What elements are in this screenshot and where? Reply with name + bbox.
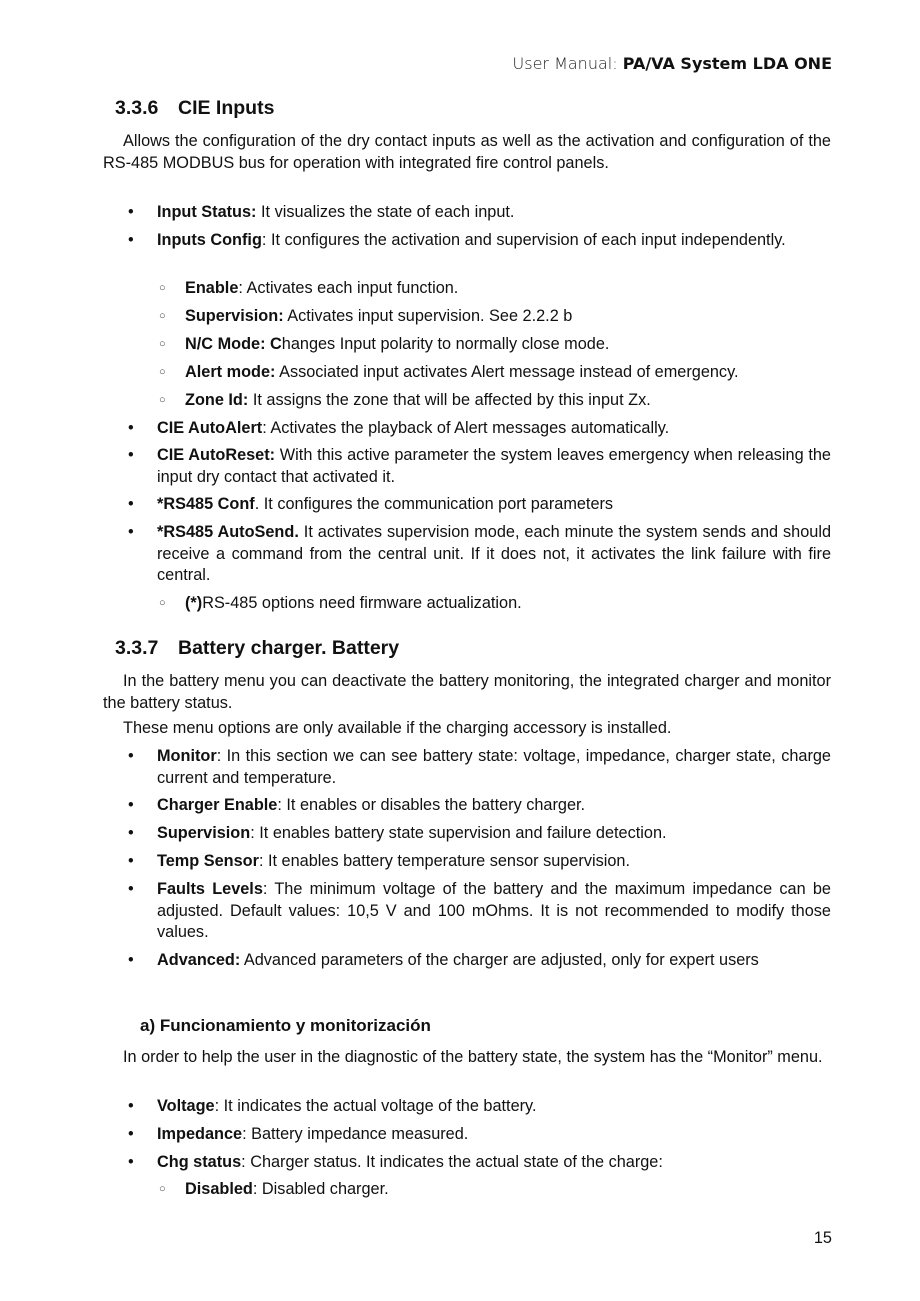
list-item: • CIE AutoReset: With this active parameter the system leaves emergency when releasing the input dry contact that activated it. <box>157 445 831 488</box>
list-item: • Chg status: Charger status. It indicates the actual state of the charge: <box>157 1152 831 1174</box>
list-item: • Impedance: Battery impedance measured. <box>157 1124 831 1146</box>
sub-list-item: ○ N/C Mode: Changes Input polarity to normally close mode. <box>185 334 831 356</box>
list-item: • Temp Sensor: It enables battery temperature sensor supervision. <box>157 851 831 873</box>
list-item: • Advanced: Advanced parameters of the charger are adjusted, only for expert users <box>157 950 831 972</box>
page-number: 15 <box>813 1229 832 1247</box>
sub-list-item: ○ Disabled: Disabled charger. <box>185 1179 831 1201</box>
paragraph: These menu options are only available if the charging accessory is installed. <box>123 719 672 737</box>
list-item: • CIE AutoAlert: Activates the playback of Alert messages automatically. <box>157 418 831 440</box>
paragraph: In order to help the user in the diagnostic of the battery state, the system has the “Monitor” menu. <box>123 1048 823 1066</box>
list-item: • Voltage: It indicates the actual voltage of the battery. <box>157 1096 831 1118</box>
sub-list-item: ○ (*)RS-485 options need firmware actualization. <box>185 593 831 615</box>
list-item: • Faults Levels: The minimum voltage of the battery and the maximum impedance can be adjusted. Default values: 10,5 V and 100 mOhms. It is not recommended to modify those values. <box>157 879 831 944</box>
paragraph: In the battery menu you can deactivate the battery monitoring, the integrated charger and monitor the battery status. <box>103 672 831 712</box>
section-heading-3-3-6: 3.3.6 CIE Inputs <box>115 97 275 119</box>
sub-list-item: ○ Alert mode: Associated input activates Alert message instead of emergency. <box>185 362 831 384</box>
running-header: User Manual: PA/VA System LDA ONE <box>512 54 832 73</box>
paragraph: Allows the configuration of the dry contact inputs as well as the activation and configuration of the RS-485 MODBUS bus for operation with integrated fire control panels. <box>103 132 831 172</box>
list-item: • Supervision: It enables battery state supervision and failure detection. <box>157 823 831 845</box>
section-heading-3-3-7: 3.3.7 Battery charger. Battery <box>115 637 400 659</box>
sub-list-item: ○ Zone Id: It assigns the zone that will be affected by this input Zx. <box>185 390 831 412</box>
sub-list-item: ○ Enable: Activates each input function. <box>185 278 831 300</box>
list-item: • Input Status: It visualizes the state of each input. <box>157 202 831 224</box>
list-item: • *RS485 AutoSend. It activates supervision mode, each minute the system sends and should receive a command from the central unit. If it does not, it activates the link failure with fire central. <box>157 522 831 587</box>
list-item: • *RS485 Conf. It configures the communication port parameters <box>157 494 831 516</box>
list-item: • Charger Enable: It enables or disables the battery charger. <box>157 795 831 817</box>
list-item: • Inputs Config: It configures the activation and supervision of each input independently. <box>157 230 831 252</box>
subsection-heading: a) Funcionamiento y monitorización <box>140 1016 431 1035</box>
list-item: • Monitor: In this section we can see battery state: voltage, impedance, charger state, charge current and temperature. <box>157 746 831 789</box>
sub-list-item: ○ Supervision: Activates input supervision. See 2.2.2 b <box>185 306 831 328</box>
